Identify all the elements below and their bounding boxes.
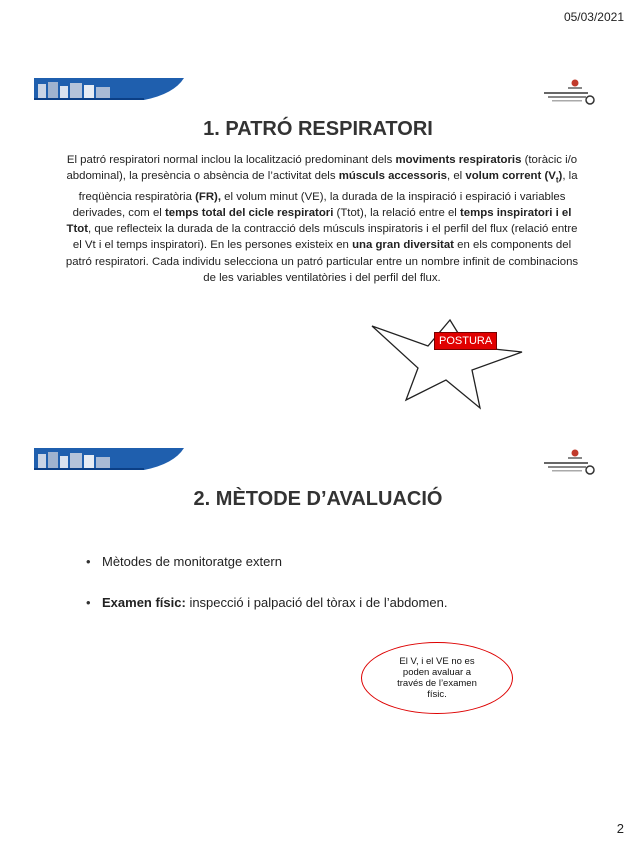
respiratory-pattern-paragraph: El patró respiratori normal inclou la localització predominant dels moviments respiratoris (toràcic i/o abdominal), la presència o absència de l’activitat dels músculs accessoris, el volum corrent $(V_t)$, la freqüència respiratòria (FR), el volum minut (VE), la durada de la inspiració i espiració i variables derivades, com el temps total del cicle respiratori (Ttot), la relació entre el temps inspiratori i el Ttot, que reflecteix la durada de la contracció dels músculs inspiratoris i el perfil del flux (relació entre el Vt i el temps inspiratori). En les persones existeix en una gran diversitat en els components del patró respiratori. Cada individu selecciona un patró particular entre un nombre infinit de combinacions de les variables ventilatòries i del perfil del flux. [65, 154, 579, 284]
bullet-physical-exam: • Examen físic: inspecció i palpació del tòrax i de l’abdomen. [86, 595, 447, 610]
slide-1 [0, 74, 636, 404]
document-date: 05/03/2021 [563, 10, 624, 24]
postura-label: POSTURA [434, 332, 497, 350]
slide-2 [0, 444, 636, 744]
institution-logo [542, 448, 596, 478]
header-banner-image [34, 444, 184, 472]
note-callout: El V, i el VE no es poden avaluar a través de l’examen físic. [361, 642, 513, 714]
bullet-external-monitoring: • Mètodes de monitoratge extern [86, 554, 447, 569]
header-banner-image [34, 74, 184, 102]
institution-logo [542, 78, 596, 108]
evaluation-methods-list [86, 554, 448, 610]
slide-2-title: 2. MÈTODE D’AVALUACIÓ [193, 488, 443, 510]
slide-1-title: 1. PATRÓ RESPIRATORI [203, 118, 433, 140]
page-number: 2 [616, 821, 624, 836]
